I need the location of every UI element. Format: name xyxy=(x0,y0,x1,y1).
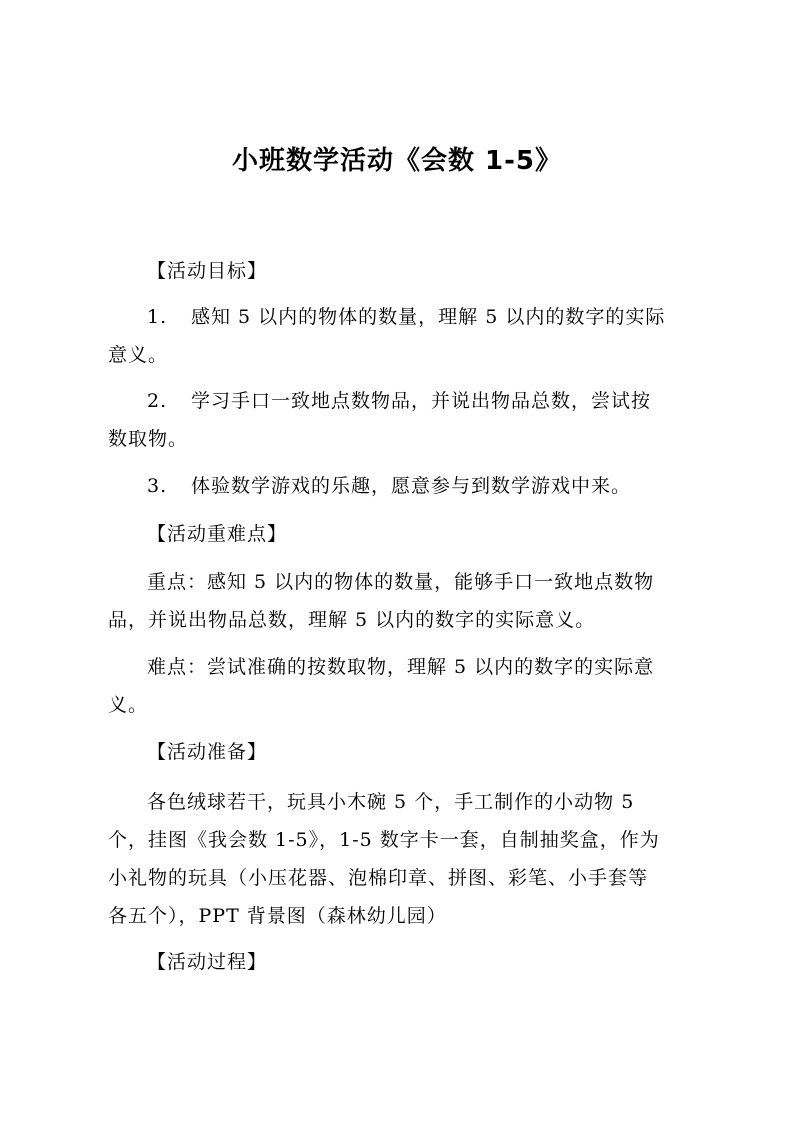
focus-line-2: 品，并说出物品总数，理解 5 以内的数字的实际意义。 xyxy=(108,609,596,631)
goal-item-3-line-1 xyxy=(147,467,727,505)
preparation-line-4: 各五个），PPT 背景图（森林幼儿园） xyxy=(108,905,447,927)
goal-number-2: 2. xyxy=(147,390,168,412)
preparation-line-1: 各色绒球若干，玩具小木碗 5 个，手工制作的小动物 5 xyxy=(147,791,635,813)
goal-text-2: 学习手口一致地点数物品，并说出物品总数，尝试按 xyxy=(191,390,652,412)
goal-number-1: 1. xyxy=(147,306,168,328)
focus-line-1: 重点：感知 5 以内的物体的数量，能够手口一致地点数物 xyxy=(147,571,655,593)
goal-item-2-line-2: 数取物。 xyxy=(108,428,189,450)
document-title: 小班数学活动《会数 1-5》 xyxy=(231,146,563,176)
goal-text-1: 感知 5 以内的物体的数量，理解 5 以内的数字的实际 xyxy=(191,306,666,328)
goal-item-1-line-2: 意义。 xyxy=(108,344,169,366)
goal-item-2-line-1 xyxy=(147,382,727,420)
preparation-line-2: 个，挂图《我会数 1-5》，1-5 数字卡一套，自制抽奖盒，作为 xyxy=(108,829,660,851)
section-heading-goals: 【活动目标】 xyxy=(147,260,268,282)
section-heading-process: 【活动过程】 xyxy=(147,951,268,973)
difficulty-line-2: 义。 xyxy=(108,694,149,716)
difficulty-line-1: 难点：尝试准确的按数取物，理解 5 以内的数字的实际意 xyxy=(147,656,655,678)
goal-item-1-line-1 xyxy=(147,298,727,336)
preparation-line-3: 小礼物的玩具（小压花器、泡棉印章、拼图、彩笔、小手套等 xyxy=(108,867,649,889)
section-heading-key-points: 【活动重难点】 xyxy=(147,523,288,545)
goal-text-3: 体验数学游戏的乐趣，愿意参与到数学游戏中来。 xyxy=(191,475,632,497)
goal-number-3: 3. xyxy=(147,475,168,497)
section-heading-preparation: 【活动准备】 xyxy=(147,741,268,763)
